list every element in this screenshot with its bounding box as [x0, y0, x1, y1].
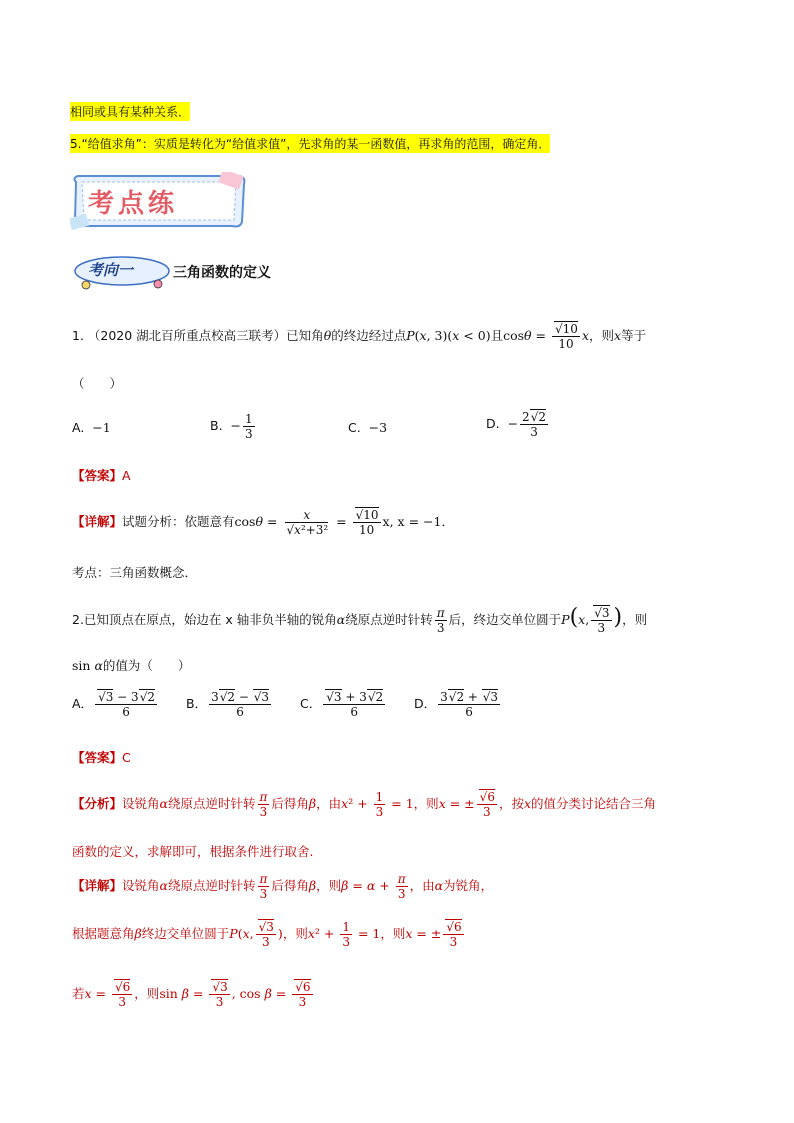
q2-option-a: A． √ $\frac{3 - 3√ 2}{6}$	[72, 690, 159, 719]
q1-option-d: D. − $\frac{2√ 2}{3}$	[486, 410, 550, 439]
q1-stem-tail: 等于	[621, 328, 647, 343]
q1-answer: 【答案】A	[72, 468, 131, 483]
q1-stem-cond: 且	[490, 328, 504, 343]
q1-detail: 【详解】试题分析：依题意有cosθ = x √ x²+3² = √ $\frac{10}{10}$ x, x = −1．	[72, 508, 454, 537]
q2-detail: 【详解】设锐角α绕原点逆时针转 $\frac{\pi}{3}$ 后得角β，则β = α + $\frac{\pi}{3}$ ，由α为锐角，	[72, 872, 494, 901]
q2-detail-line-b: 若x = √ $\frac{6}{3}$ ，则sin β = √ $\frac{3}{3}$ , cos β = √ $\frac{6}{3}$	[72, 980, 315, 1009]
q2-stem-line2: sin α的值为（ ）	[72, 658, 191, 673]
q1-stem: 1. （2020 湖北百所重点校高三联考）已知角θ的终边经过点P(x, 3)(x < 0)且cosθ = √ $\frac{10}{10}$ x，则x等于	[72, 322, 646, 351]
q1-option-a: A. −1	[72, 420, 111, 435]
q2-answer: 【答案】C	[72, 750, 131, 765]
q1-stem-end: ，则	[589, 328, 615, 343]
section-banner	[70, 172, 250, 230]
section-title: 三角函数的定义	[173, 265, 271, 281]
q2-stem: 2.已知顶点在原点，始边在 x 轴非负半轴的锐角α绕原点逆时针转 $\frac{\pi}{3}$ 后，终边交单位圆于P(x, √ $\frac{3}{3}$ )，则	[72, 605, 647, 635]
q1-option-b: B. − $\frac{1}{3}$	[210, 412, 253, 441]
section-tag	[72, 254, 172, 290]
q1-note: 考点：三角函数概念．	[72, 565, 198, 580]
q1-stem-prefix: 1. （2020 湖北百所重点校高三联考）已知角	[72, 328, 324, 343]
banner-title: 考点练	[88, 189, 179, 219]
q2-analysis: 【分析】设锐角α绕原点逆时针转 $\frac{\pi}{3}$ 后得角β，由x² + $\frac{1}{3}$ = 1，则x = ± √ $\frac{6}{3}$ ，按x的值分类讨论结合三角	[72, 790, 656, 819]
q2-analysis-line2: 函数的定义，求解即可，根据条件进行取舍.	[72, 844, 314, 859]
q1-paren: （ ）	[72, 376, 123, 391]
q2-detail-line-a: 根据题意角β终边交单位圆于P(x, √ $\frac{3}{3}$ )，则x² + $\frac{1}{3}$ = 1，则x = ± √ $\frac{6}{3}$	[72, 920, 466, 949]
section-tag-label: 考向一	[88, 261, 134, 279]
q2-option-c: C． √ $\frac{3 + 3√ 2}{6}$	[300, 690, 387, 719]
q2-option-b: B． $\frac{3√ 2 - √ 3}{6}$	[186, 690, 273, 719]
q1-option-c: C. −3	[348, 420, 388, 435]
highlight-line-1: 相同或具有某种关系．	[70, 102, 190, 121]
highlight-line-2: 5.“给值求角”：实质是转化为“给值求值”，先求角的某一函数值，再求角的范围，确定角．	[70, 134, 550, 153]
q1-stem-mid: 的终边经过点	[331, 328, 407, 343]
q2-option-d: D． $\frac{3√ 2 + √ 3}{6}$	[414, 690, 502, 719]
